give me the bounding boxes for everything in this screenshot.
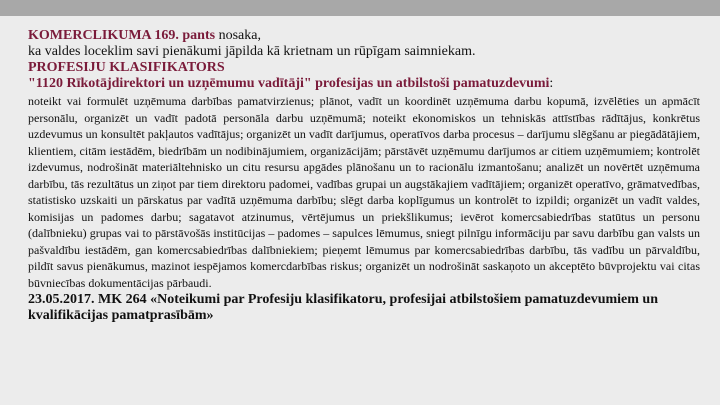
law-article-line xyxy=(28,28,700,44)
law-article-rest: nosaka, xyxy=(215,28,261,43)
board-member-duty-line: ka valdes loceklim savi pienākumi jāpilda kā krietnam un rūpīgam saimniekam. xyxy=(28,44,476,59)
profession-heading-colon: : xyxy=(549,76,554,91)
duties-paragraph: noteikt vai formulēt uzņēmuma darbības pamatvirzienus; plānot, vadīt un koordinēt uzņēmuma darbu kopumā, izvēlēties un apmācīt personālu, organizēt un vadīt padotā personāla darbu uzņēmumā; noteikt ekonomiskos un tehniskās attīstības rādītājus, konkrētus uzdevumus un konsultēt pakļautos vadītājus; organizēt un vadīt darījumus, operatīvos darba procesus – darījumu slēgšanu ar piegādātājiem, klientiem, citām iestādēm, biedrībām un nodibinājumiem, organizācijām; pārstāvēt uzņēmumu darījumos ar citiem uzņēmumiem; kontrolēt izdevumus, nodrošināt materiāltehnisko un citu resursu apgādes plānošanu un to racionālu izmantošanu; analizēt un novērtēt uzņēmuma darbību, tās rezultātus un ziņot par tiem direktoru padomei, vadības grupai un augstākajiem vadītājiem; organizēt operatīvo, grāmatvedības, statistisko uzskaiti un pārskatus par vadītā uzņēmuma darbību; slēgt darba koplīgumus un kontrolēt to izpildi; organizēt un vadīt valdes, komisijas un padomes darbu; sagatavot atzinumus, vērtējumus un priekšlikumus; ievērot komercsabiedrības statūtus un personu (dalībnieku) grupas vai to pārstāvošās institūcijas – padomes – sapulces lēmumus, sniegt pilnīgu informāciju par savu darbību gan valsts un pašvaldību iestādēm, gan komercsabiedrības dalībniekiem; pieņemt lēmumus par komercsabiedrības darbību, tās vadību un pārvaldību, pildīt savus pienākumus, mazinot iespējamos komercdarbības riskus; organizēt un nodrošināt saskaņoto un akceptēto būvprojektu vai citas būvniecības dokumentācijas pārbaudi. xyxy=(28,94,700,290)
profession-heading-line xyxy=(28,76,700,92)
profession-heading: "1120 Rīkotājdirektori un uzņēmumu vadītāji" profesijas un atbilstoši pamatuzdevumi xyxy=(28,76,550,91)
slide-content xyxy=(28,28,700,324)
classifier-heading: PROFESIJU KLASIFIKATORS xyxy=(28,60,225,75)
law-article-title: KOMERCLIKUMA 169. pants xyxy=(28,28,216,43)
top-bar xyxy=(0,0,720,16)
regulation-reference: 23.05.2017. MK 264 «Noteikumi par Profesiju klasifikatoru, profesijai atbilstošiem pamatuzdevumiem un kvalifikācijas pamatprasībām» xyxy=(28,292,658,323)
